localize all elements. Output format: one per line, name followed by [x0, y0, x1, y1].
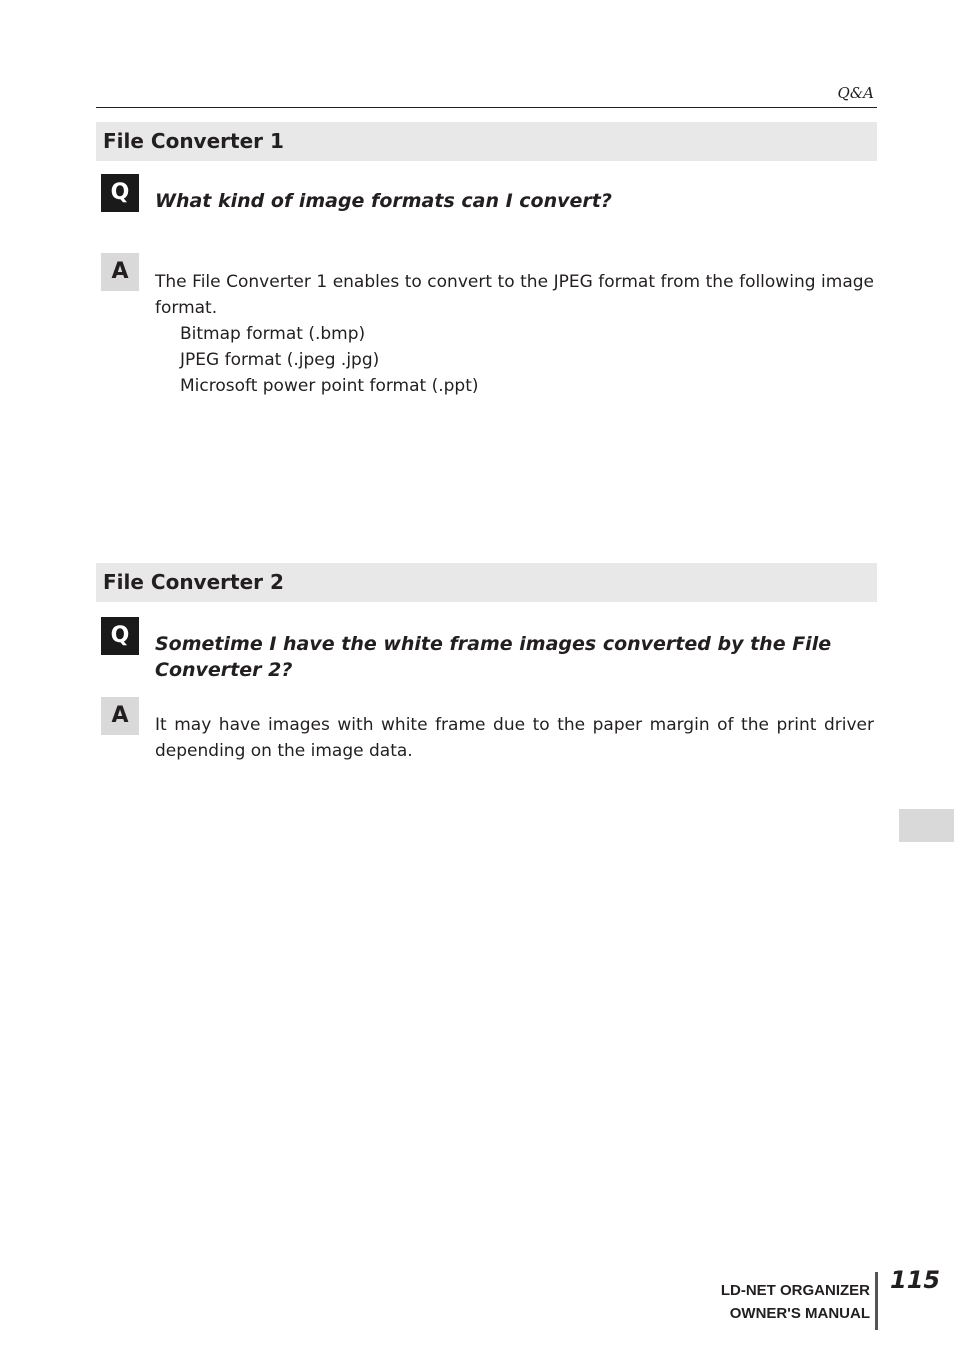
footer-title-line1: LD-NET ORGANIZER — [720, 1282, 870, 1299]
header-rule — [96, 107, 877, 108]
answer-badge: A — [101, 253, 139, 291]
answer-badge: A — [101, 697, 139, 735]
footer-divider — [875, 1272, 878, 1330]
question-badge: Q — [101, 617, 139, 655]
footer-title-line2: OWNER'S MANUAL — [729, 1305, 870, 1322]
section-title-file-converter-2: File Converter 2 — [96, 563, 877, 602]
page-number: 115 — [890, 1266, 941, 1294]
header-label: Q&A — [837, 84, 874, 102]
chapter-tab — [899, 809, 954, 842]
footer-manual-title — [721, 1279, 870, 1325]
section-title-file-converter-1: File Converter 1 — [96, 122, 877, 161]
format-list — [155, 321, 874, 399]
format-item-jpeg: JPEG format (.jpeg .jpg) — [180, 350, 380, 370]
question-text: What kind of image formats can I convert? — [155, 190, 612, 212]
answer-block — [155, 269, 874, 399]
format-item-bmp: Bitmap format (.bmp) — [180, 324, 366, 344]
format-item-ppt: Microsoft power point format (.ppt) — [180, 376, 479, 396]
answer-text: It may have images with white frame due to the paper margin of the print driver depending on the image data. — [155, 715, 874, 761]
answer-text: The File Converter 1 enables to convert to the JPEG format from the following image format. — [155, 272, 874, 318]
question-text: Sometime I have the white frame images converted by the File Converter 2? — [155, 633, 832, 681]
question-badge: Q — [101, 174, 139, 212]
